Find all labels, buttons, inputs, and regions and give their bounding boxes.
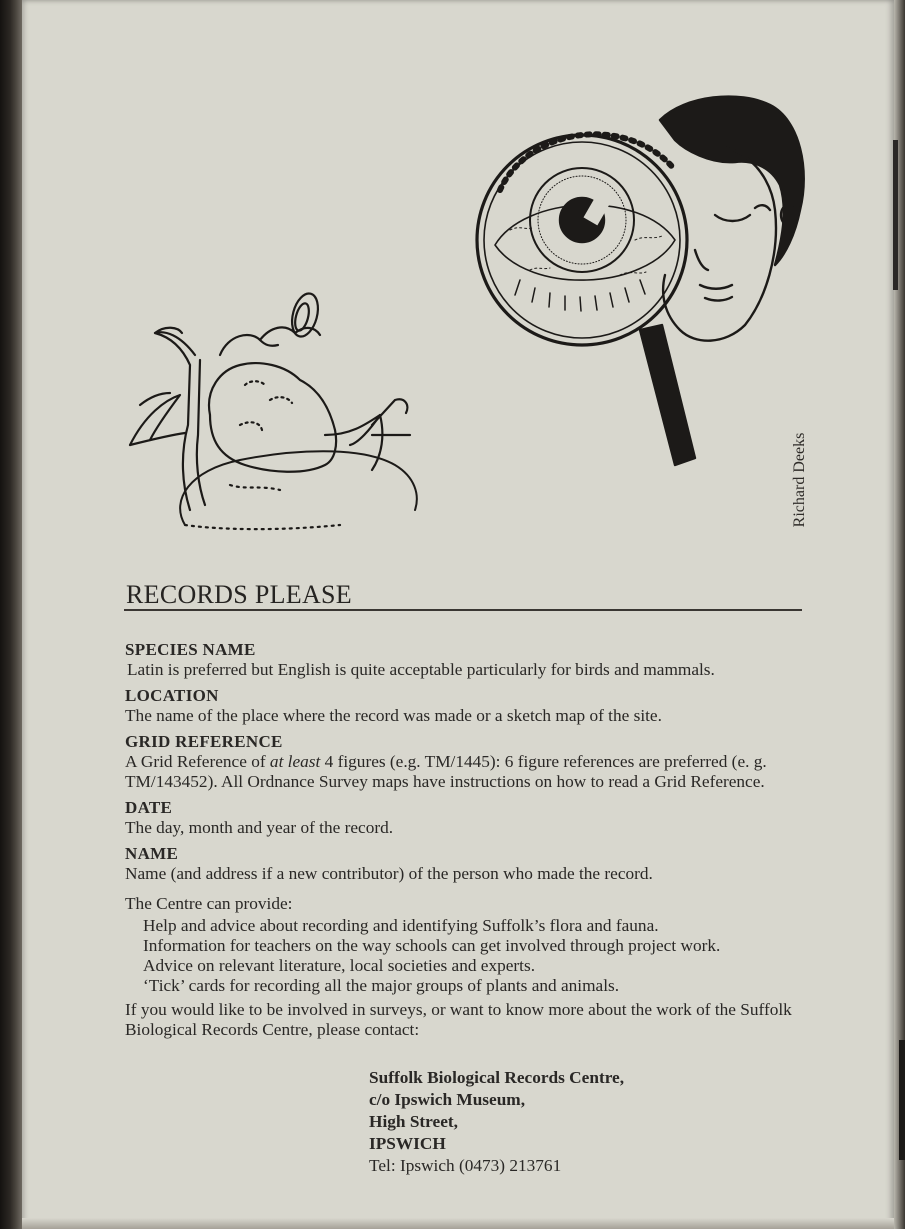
address-line: c/o Ipswich Museum, [369, 1090, 526, 1109]
provide-item: Help and advice about recording and identifying Suffolk’s flora and fauna. [143, 916, 659, 935]
address-line: High Street, [369, 1112, 458, 1131]
frog-illustration [110, 285, 430, 535]
address-line: IPSWICH [369, 1134, 446, 1153]
edge-mark [893, 140, 898, 290]
magnifier-eye-illustration [470, 90, 815, 470]
telephone: Tel: Ipswich (0473) 213761 [369, 1156, 562, 1175]
provide-list [125, 916, 810, 996]
edge-mark [899, 1040, 905, 1160]
section-text-grid [125, 752, 810, 792]
title-divider [124, 609, 802, 611]
illustrator-credit [780, 420, 820, 540]
section-heading-date: DATE [125, 798, 173, 817]
contact-intro: If you would like to be involved in surveys, or want to know more about the work of the Suffolk Biological Records Centre, please contact: [125, 1000, 792, 1039]
section-text-name: Name (and address if a new contributor) of the person who made the record. [125, 864, 653, 883]
binding-edge [0, 0, 22, 1229]
provide-item: Information for teachers on the way schools can get involved through project work. [143, 936, 721, 955]
section-heading-location: LOCATION [125, 686, 219, 705]
provide-item: Advice on relevant literature, local societies and experts. [143, 956, 536, 975]
section-text-location: The name of the place where the record was made or a sketch map of the site. [125, 706, 662, 725]
records-guidance [125, 640, 810, 1057]
grid-text-before: A Grid Reference of [125, 752, 270, 771]
section-text-species: Latin is preferred but English is quite acceptable particularly for birds and mammals. [127, 660, 715, 679]
provide-item: ‘Tick’ cards for recording all the major groups of plants and animals. [143, 976, 620, 995]
section-text-date: The day, month and year of the record. [125, 818, 394, 837]
section-heading-species: SPECIES NAME [125, 640, 256, 659]
section-heading-grid: GRID REFERENCE [125, 732, 283, 751]
address-line: Suffolk Biological Records Centre, [369, 1068, 625, 1087]
grid-text-emphasis: at least [269, 752, 321, 771]
page-bottom-edge [22, 1218, 894, 1229]
section-heading-name: NAME [125, 844, 179, 863]
provide-intro: The Centre can provide: [125, 894, 293, 913]
grid-text-after: 4 figures (e.g. TM/1445): 6 figure references are preferred (e. g. TM/143452). All Ordnance Survey maps have instructions on how to read a Grid Reference. [125, 752, 767, 791]
credit-text: Richard Deeks [791, 432, 808, 528]
contact-address [369, 1067, 624, 1177]
page-title: RECORDS PLEASE [126, 580, 352, 609]
